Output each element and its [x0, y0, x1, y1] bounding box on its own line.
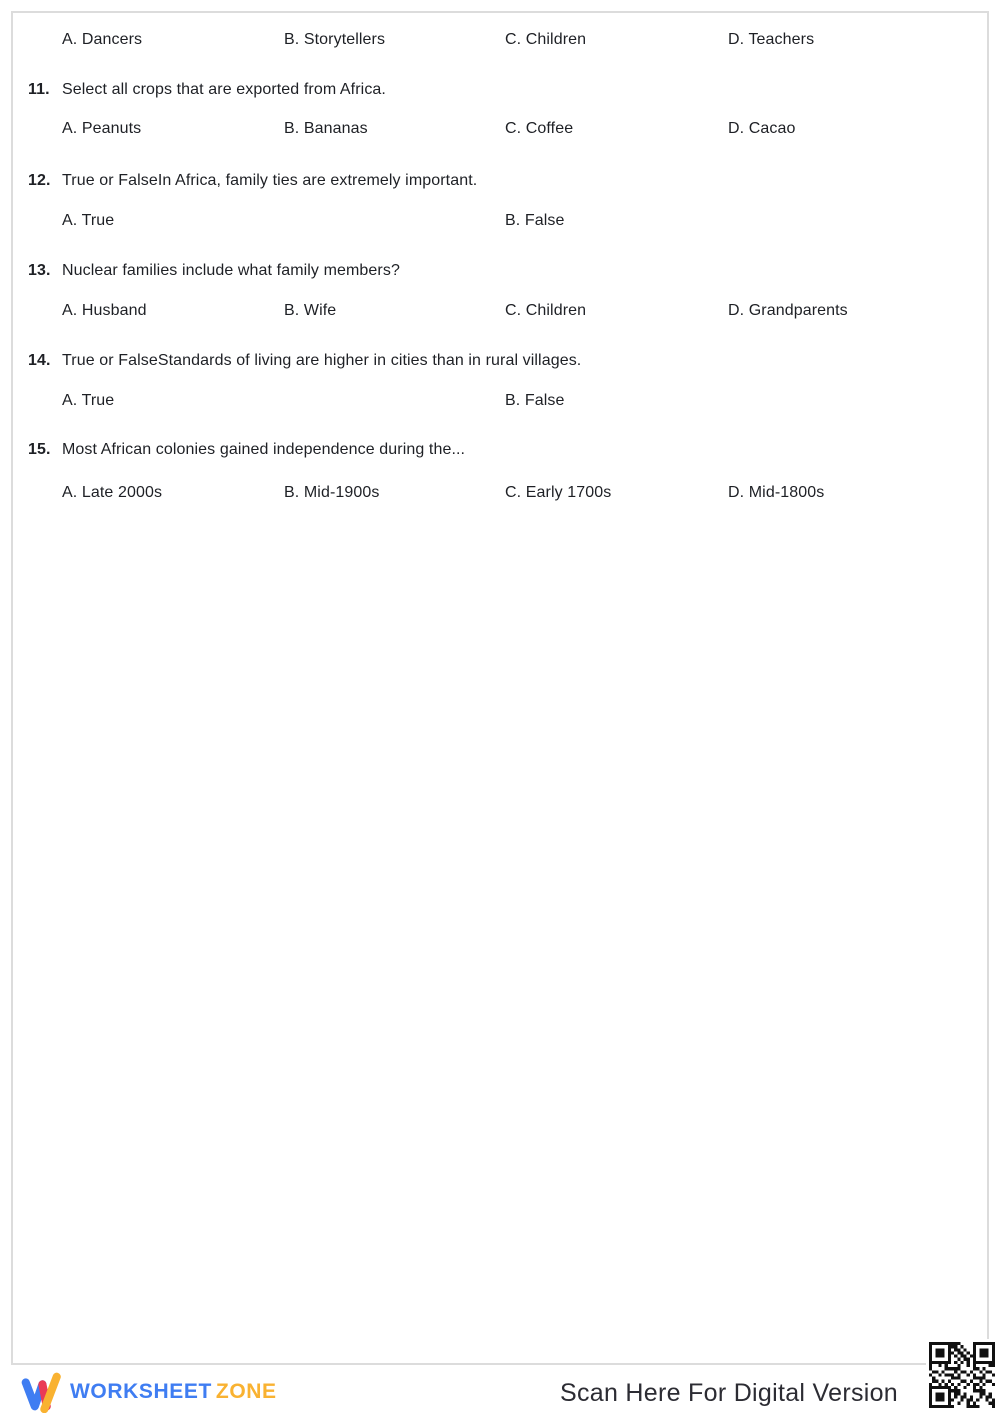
- question: [0, 351, 1000, 371]
- qr-code: [926, 1339, 998, 1411]
- answer-option: B. Bananas: [284, 120, 368, 137]
- answer-options-row: [0, 30, 1000, 50]
- question-number: 15.: [28, 441, 51, 458]
- answer-options-row: [0, 211, 1000, 231]
- answer-option: C. Early 1700s: [505, 484, 612, 501]
- question-number: 11.: [28, 81, 50, 98]
- question: [0, 80, 1000, 100]
- question-text: Select all crops that are exported from Africa.: [62, 81, 386, 98]
- question-number: 13.: [28, 262, 51, 279]
- answer-option: D. Cacao: [728, 120, 796, 137]
- logo-word-zone: ZONE: [215, 1380, 277, 1403]
- question-number: 12.: [28, 172, 51, 189]
- question-text: Most African colonies gained independence during the...: [62, 441, 466, 458]
- question-number: 14.: [28, 352, 51, 369]
- question-text: True or FalseIn Africa, family ties are extremely important.: [62, 172, 478, 189]
- answer-option: A. True: [62, 392, 115, 409]
- qr-code-image: [929, 1342, 995, 1408]
- logo-word-worksheet: WORKSHEET: [70, 1380, 212, 1403]
- answer-option: A. Husband: [62, 302, 147, 319]
- answer-option: B. False: [505, 392, 565, 409]
- answer-option: B. Mid-1900s: [284, 484, 380, 501]
- question: [0, 171, 1000, 191]
- scan-here-text: Scan Here For Digital Version: [560, 1379, 899, 1407]
- logo-wordmark: [70, 1380, 277, 1404]
- answer-options-row: [0, 483, 1000, 503]
- answer-option: A. Peanuts: [62, 120, 142, 137]
- answer-option: B. Wife: [284, 302, 337, 319]
- answer-options-row: [0, 119, 1000, 139]
- answer-option: C. Coffee: [505, 120, 574, 137]
- answer-options-row: [0, 301, 1000, 321]
- answer-options-row: [0, 391, 1000, 411]
- answer-option: A. True: [62, 212, 115, 229]
- answer-option: A. Late 2000s: [62, 484, 163, 501]
- answer-option: A. Dancers: [62, 31, 143, 48]
- question-text: Nuclear families include what family members?: [62, 262, 400, 279]
- answer-option: C. Children: [505, 31, 587, 48]
- answer-option: D. Mid-1800s: [728, 484, 825, 501]
- question: [0, 440, 1000, 460]
- answer-option: B. Storytellers: [284, 31, 386, 48]
- worksheetzone-w-icon: [20, 1371, 62, 1413]
- answer-option: D. Grandparents: [728, 302, 848, 319]
- answer-option: C. Children: [505, 302, 587, 319]
- question: [0, 261, 1000, 281]
- worksheetzone-logo[interactable]: [20, 1370, 277, 1414]
- answer-option: D. Teachers: [728, 31, 815, 48]
- question-text: True or FalseStandards of living are higher in cities than in rural villages.: [62, 352, 582, 369]
- answer-option: B. False: [505, 212, 565, 229]
